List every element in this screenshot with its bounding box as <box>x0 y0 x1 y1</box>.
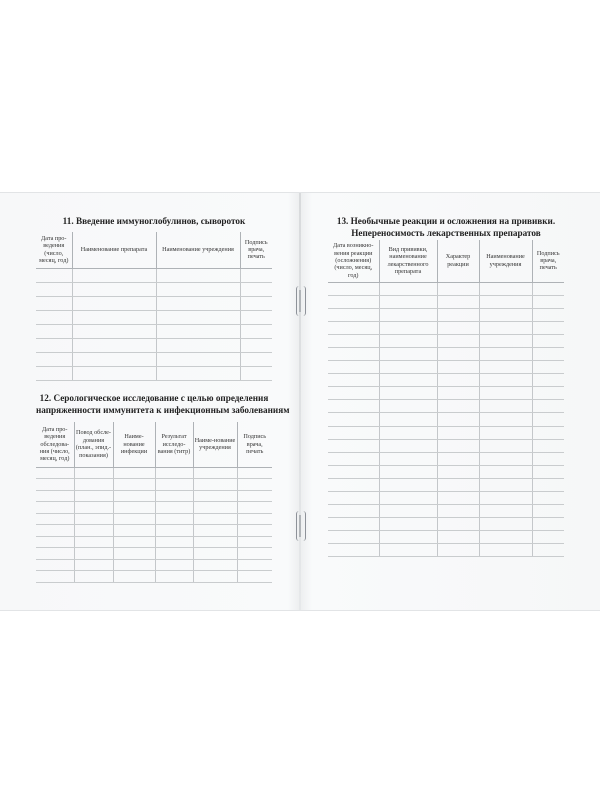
table-cell <box>156 338 240 352</box>
table-cell <box>479 452 532 465</box>
table-cell <box>379 400 437 413</box>
table-cell <box>155 479 193 491</box>
table-cell <box>479 400 532 413</box>
table-row <box>36 571 272 583</box>
table-cell <box>379 374 437 387</box>
table-cell <box>72 282 156 296</box>
table-cell <box>36 338 72 352</box>
table-row <box>328 321 564 334</box>
column-header-preparation: Наименование препарата <box>72 232 156 268</box>
table-cell <box>437 413 479 426</box>
table-cell <box>155 513 193 525</box>
table-cell <box>379 518 437 531</box>
table-cell <box>328 361 379 374</box>
table-cell <box>155 490 193 502</box>
column-header-result: Результат исследо-вания (титр) <box>155 422 193 467</box>
table-cell <box>72 324 156 338</box>
column-header-reaction-type: Характер реакции <box>437 240 479 282</box>
section-11-title: 11. Введение иммуноглобулинов, сывороток <box>62 216 246 226</box>
table-cell <box>479 478 532 491</box>
table-cell <box>328 505 379 518</box>
table-cell <box>437 361 479 374</box>
table-cell <box>155 571 193 583</box>
table-cell <box>72 338 156 352</box>
table-cell <box>479 413 532 426</box>
table-header-row <box>328 240 564 282</box>
table-cell <box>479 505 532 518</box>
table-cell <box>479 295 532 308</box>
table-cell <box>532 295 564 308</box>
staple-top <box>296 286 306 316</box>
table-cell <box>328 295 379 308</box>
table-cell <box>379 413 437 426</box>
table-cell <box>156 268 240 282</box>
table-cell <box>479 321 532 334</box>
table-cell <box>379 492 437 505</box>
table-cell <box>532 544 564 557</box>
table-cell <box>479 531 532 544</box>
table-cell <box>379 465 437 478</box>
table-cell <box>437 295 479 308</box>
table-cell <box>379 308 437 321</box>
column-header-exam-date: Дата про-ведения обследова-ния (число, месяц, год) <box>36 422 74 467</box>
table-cell <box>74 548 113 560</box>
table-row <box>328 413 564 426</box>
table-cell <box>479 374 532 387</box>
table-cell <box>36 296 72 310</box>
table-cell <box>328 544 379 557</box>
table-cell <box>532 321 564 334</box>
column-header-signature: Подпись врача, печать <box>532 240 564 282</box>
table-header-row <box>36 232 272 268</box>
table-cell <box>379 321 437 334</box>
table-row <box>328 505 564 518</box>
table-cell <box>328 452 379 465</box>
table-row <box>328 452 564 465</box>
table-row <box>328 387 564 400</box>
table-cell <box>237 536 272 548</box>
table-cell <box>74 502 113 514</box>
table-cell <box>437 439 479 452</box>
table-row <box>328 518 564 531</box>
table-row <box>328 374 564 387</box>
table-cell <box>479 282 532 295</box>
table-cell <box>328 387 379 400</box>
section-13-title: 13. Необычные реакции и осложнения на прививки. Непереносимость лекарственных препаратов <box>336 216 556 238</box>
table-cell <box>437 492 479 505</box>
table-cell <box>36 310 72 324</box>
table-cell <box>532 413 564 426</box>
table-cell <box>532 334 564 347</box>
table-cell <box>479 347 532 360</box>
table-cell <box>479 387 532 400</box>
table-cell <box>240 296 272 310</box>
table-cell <box>72 268 156 282</box>
page-fold <box>299 193 301 610</box>
staple-bottom <box>296 511 306 541</box>
table-cell <box>72 352 156 366</box>
table-cell <box>74 490 113 502</box>
table-cell <box>155 548 193 560</box>
table-cell <box>479 439 532 452</box>
table-cell <box>113 536 155 548</box>
section-12-table <box>36 422 272 583</box>
column-header-institution: Наименование учреждения <box>156 232 240 268</box>
column-header-date: Дата про-ведения (число, месяц, год) <box>36 232 72 268</box>
table-cell <box>155 536 193 548</box>
section-11-table <box>36 232 272 381</box>
table-cell <box>237 502 272 514</box>
table-cell <box>379 426 437 439</box>
table-row <box>328 478 564 491</box>
table-cell <box>437 282 479 295</box>
table-row <box>36 352 272 366</box>
table-cell <box>240 268 272 282</box>
table-cell <box>479 492 532 505</box>
table-cell <box>479 361 532 374</box>
table-cell <box>74 513 113 525</box>
table-cell <box>74 536 113 548</box>
table-cell <box>328 400 379 413</box>
table-cell <box>379 361 437 374</box>
table-row <box>328 426 564 439</box>
table-cell <box>379 478 437 491</box>
table-cell <box>36 352 72 366</box>
table-cell <box>36 502 74 514</box>
table-cell <box>532 308 564 321</box>
table-cell <box>155 525 193 537</box>
column-header-reaction-date: Дата возникно-вения реакции (осложнения) (число, месяц, год) <box>328 240 379 282</box>
table-cell <box>479 308 532 321</box>
table-cell <box>240 324 272 338</box>
table-cell <box>532 282 564 295</box>
column-header-infection: Наиме-нование инфекции <box>113 422 155 467</box>
table-row <box>36 479 272 491</box>
table-row <box>328 465 564 478</box>
table-cell <box>156 282 240 296</box>
table-cell <box>437 478 479 491</box>
table-cell <box>36 571 74 583</box>
table-row <box>36 268 272 282</box>
table-cell <box>379 531 437 544</box>
table-cell <box>437 374 479 387</box>
table-row <box>36 525 272 537</box>
table-cell <box>328 465 379 478</box>
table-cell <box>437 426 479 439</box>
table-cell <box>479 426 532 439</box>
table-cell <box>240 366 272 380</box>
table-cell <box>532 400 564 413</box>
table-cell <box>36 513 74 525</box>
column-header-vaccine: Вид прививки, наименование лекарственного препарата <box>379 240 437 282</box>
table-cell <box>328 478 379 491</box>
table-cell <box>479 518 532 531</box>
table-row <box>328 282 564 295</box>
table-cell <box>379 505 437 518</box>
section-12-title: 12. Серологическое исследование с целью определения напряженности иммунитета к инфекционным заболеваниям <box>36 393 290 415</box>
table-cell <box>532 492 564 505</box>
table-cell <box>193 490 237 502</box>
table-cell <box>155 502 193 514</box>
table-cell <box>240 352 272 366</box>
table-cell <box>532 478 564 491</box>
table-cell <box>72 310 156 324</box>
table-cell <box>328 347 379 360</box>
table-cell <box>328 374 379 387</box>
table-cell <box>532 452 564 465</box>
table-cell <box>328 334 379 347</box>
table-cell <box>74 467 113 479</box>
table-cell <box>437 465 479 478</box>
table-cell <box>113 548 155 560</box>
table-row <box>36 559 272 571</box>
table-cell <box>237 467 272 479</box>
table-row <box>36 282 272 296</box>
table-row <box>36 536 272 548</box>
table-cell <box>532 531 564 544</box>
table-row <box>36 490 272 502</box>
table-cell <box>437 308 479 321</box>
table-cell <box>156 296 240 310</box>
table-cell <box>437 400 479 413</box>
table-row <box>328 334 564 347</box>
table-cell <box>437 531 479 544</box>
table-cell <box>36 324 72 338</box>
column-header-institution: Наиме-нование учреждения <box>193 422 237 467</box>
table-cell <box>156 324 240 338</box>
table-cell <box>156 366 240 380</box>
table-row <box>36 310 272 324</box>
table-cell <box>379 282 437 295</box>
table-cell <box>379 295 437 308</box>
table-cell <box>36 467 74 479</box>
table-cell <box>479 544 532 557</box>
table-cell <box>36 490 74 502</box>
column-header-signature: Подпись врача, печать <box>237 422 272 467</box>
table-cell <box>193 525 237 537</box>
table-row <box>328 295 564 308</box>
table-cell <box>532 439 564 452</box>
table-cell <box>36 366 72 380</box>
table-cell <box>479 334 532 347</box>
table-cell <box>379 544 437 557</box>
table-cell <box>74 479 113 491</box>
table-row <box>328 531 564 544</box>
table-cell <box>36 282 72 296</box>
table-cell <box>74 571 113 583</box>
table-cell <box>113 502 155 514</box>
table-cell <box>379 439 437 452</box>
table-cell <box>379 387 437 400</box>
table-cell <box>156 352 240 366</box>
table-cell <box>437 452 479 465</box>
table-row <box>36 502 272 514</box>
table-cell <box>328 308 379 321</box>
table-cell <box>74 525 113 537</box>
table-row <box>328 308 564 321</box>
table-cell <box>237 571 272 583</box>
table-cell <box>193 536 237 548</box>
table-cell <box>437 518 479 531</box>
table-cell <box>328 518 379 531</box>
table-cell <box>237 490 272 502</box>
table-cell <box>379 347 437 360</box>
table-cell <box>193 479 237 491</box>
table-cell <box>328 426 379 439</box>
table-row <box>36 296 272 310</box>
table-row <box>328 400 564 413</box>
table-cell <box>113 571 155 583</box>
table-cell <box>437 505 479 518</box>
section-13-table <box>328 240 564 557</box>
table-cell <box>193 467 237 479</box>
table-cell <box>328 282 379 295</box>
table-cell <box>237 559 272 571</box>
table-row <box>328 361 564 374</box>
table-cell <box>328 492 379 505</box>
table-cell <box>36 479 74 491</box>
table-cell <box>328 531 379 544</box>
table-cell <box>36 525 74 537</box>
table-cell <box>237 479 272 491</box>
table-cell <box>237 548 272 560</box>
table-header-row <box>36 422 272 467</box>
table-cell <box>113 513 155 525</box>
table-cell <box>328 321 379 334</box>
table-cell <box>532 426 564 439</box>
table-cell <box>36 559 74 571</box>
table-cell <box>240 310 272 324</box>
table-cell <box>36 536 74 548</box>
table-cell <box>113 467 155 479</box>
table-cell <box>240 338 272 352</box>
table-cell <box>532 387 564 400</box>
table-cell <box>72 296 156 310</box>
table-cell <box>72 366 156 380</box>
table-cell <box>328 413 379 426</box>
booklet-spread <box>0 192 600 611</box>
table-row <box>36 324 272 338</box>
table-cell <box>193 559 237 571</box>
table-cell <box>74 559 113 571</box>
table-cell <box>437 321 479 334</box>
column-header-institution: Наименование учреждения <box>479 240 532 282</box>
table-cell <box>36 548 74 560</box>
table-row <box>36 513 272 525</box>
table-cell <box>193 548 237 560</box>
table-cell <box>237 525 272 537</box>
table-cell <box>437 544 479 557</box>
table-row <box>36 366 272 380</box>
table-cell <box>113 490 155 502</box>
table-cell <box>240 282 272 296</box>
column-header-reason: Повод обсле-дования (план., эпид.-показания) <box>74 422 113 467</box>
table-row <box>36 548 272 560</box>
table-cell <box>113 559 155 571</box>
table-cell <box>532 361 564 374</box>
table-cell <box>237 513 272 525</box>
table-cell <box>479 465 532 478</box>
table-row <box>328 544 564 557</box>
table-cell <box>113 525 155 537</box>
table-row <box>328 492 564 505</box>
table-cell <box>532 505 564 518</box>
table-row <box>36 467 272 479</box>
table-cell <box>36 268 72 282</box>
table-cell <box>155 559 193 571</box>
table-cell <box>193 571 237 583</box>
table-row <box>328 439 564 452</box>
table-row <box>328 347 564 360</box>
table-cell <box>532 374 564 387</box>
table-cell <box>437 347 479 360</box>
table-row <box>36 338 272 352</box>
table-cell <box>328 439 379 452</box>
table-cell <box>532 518 564 531</box>
table-cell <box>532 465 564 478</box>
column-header-signature: Подпись врача, печать <box>240 232 272 268</box>
table-cell <box>113 479 155 491</box>
table-cell <box>437 334 479 347</box>
table-cell <box>532 347 564 360</box>
table-cell <box>193 502 237 514</box>
table-cell <box>155 467 193 479</box>
table-cell <box>437 387 479 400</box>
table-cell <box>156 310 240 324</box>
table-cell <box>379 334 437 347</box>
table-cell <box>193 513 237 525</box>
table-cell <box>379 452 437 465</box>
